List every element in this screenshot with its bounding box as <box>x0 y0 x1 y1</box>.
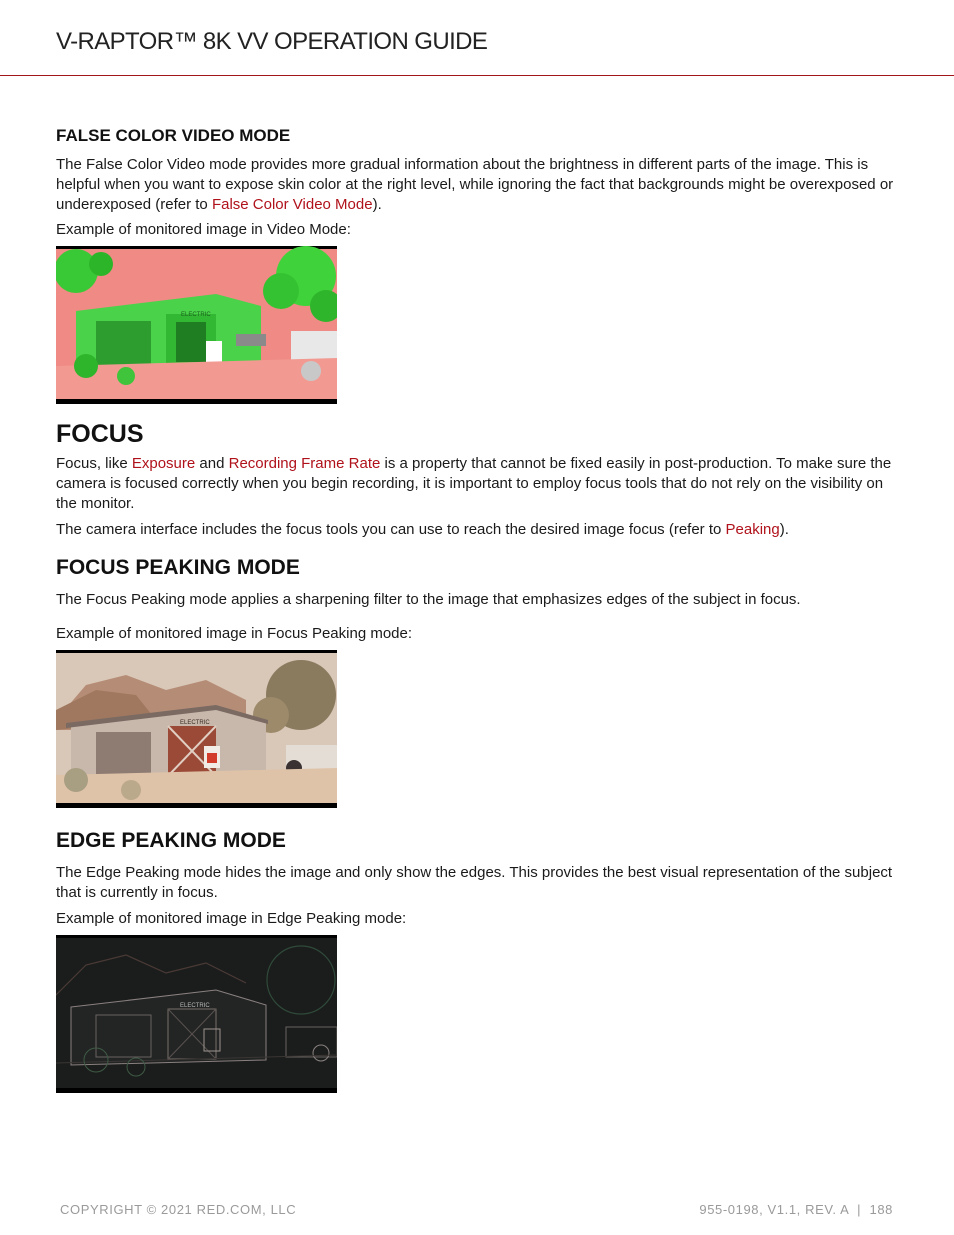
footer-doc-reference: 955-0198, V1.1, REV. A | 188 <box>699 1202 893 1217</box>
link-exposure[interactable]: Exposure <box>131 455 196 472</box>
text-run: is a property that cannot be fixed easily in post-production. To make sure the camera is focused correctly when you begin recording, it is important to employ focus tools that do not rely on the visibility on the monitor. <box>56 455 892 512</box>
focus-paragraph-1 <box>56 454 904 514</box>
section-heading-focus: FOCUS <box>56 420 144 448</box>
sign-text: ELECTRIC <box>180 720 210 726</box>
sign-text: ELECTRIC <box>181 312 211 318</box>
text-run: and <box>195 455 229 472</box>
text-run: The camera interface includes the focus tools you can use to reach the desired image focus (refer to <box>56 521 726 538</box>
link-peaking[interactable]: Peaking <box>725 521 780 538</box>
section-heading-false-color: FALSE COLOR VIDEO MODE <box>56 126 291 145</box>
focus-peaking-example-image <box>56 650 337 808</box>
focus-peaking-paragraph: The Focus Peaking mode applies a sharpening filter to the image that emphasizes edges of the subject in focus. <box>56 591 801 608</box>
text-run: ). <box>372 196 382 213</box>
focus-paragraph-2 <box>56 520 904 540</box>
edge-peaking-caption: Example of monitored image in Edge Peaking mode: <box>56 910 407 927</box>
false-color-caption: Example of monitored image in Video Mode: <box>56 221 351 238</box>
header-divider <box>0 75 954 76</box>
text-run: ). <box>779 521 789 538</box>
focus-peaking-caption: Example of monitored image in Focus Peaking mode: <box>56 625 413 642</box>
footer-copyright: COPYRIGHT © 2021 RED.COM, LLC <box>60 1202 297 1217</box>
false-color-example-image <box>56 246 337 404</box>
edge-peaking-example-image <box>56 935 337 1093</box>
edge-peaking-paragraph: The Edge Peaking mode hides the image and only show the edges. This provides the best visual representation of the subject that is currently in focus. <box>56 864 893 901</box>
link-false-color-video-mode[interactable]: False Color Video Mode <box>211 196 373 213</box>
text-run: Focus, like <box>56 455 132 472</box>
sign-text: ELECTRIC <box>180 1003 210 1009</box>
section-heading-edge-peaking: EDGE PEAKING MODE <box>56 829 286 852</box>
false-color-paragraph <box>56 155 904 215</box>
page-header-title: V-RAPTOR™ 8K VV OPERATION GUIDE <box>56 28 488 55</box>
text-run: The False Color Video mode provides more gradual information about the brightness in different parts of the image. This is helpful when you want to expose skin color at the right level, while ignoring the fact that backgrounds might be overexposed or underexposed (refer to <box>56 156 894 213</box>
link-recording-frame-rate[interactable]: Recording Frame Rate <box>228 455 381 472</box>
section-heading-focus-peaking: FOCUS PEAKING MODE <box>56 556 300 579</box>
